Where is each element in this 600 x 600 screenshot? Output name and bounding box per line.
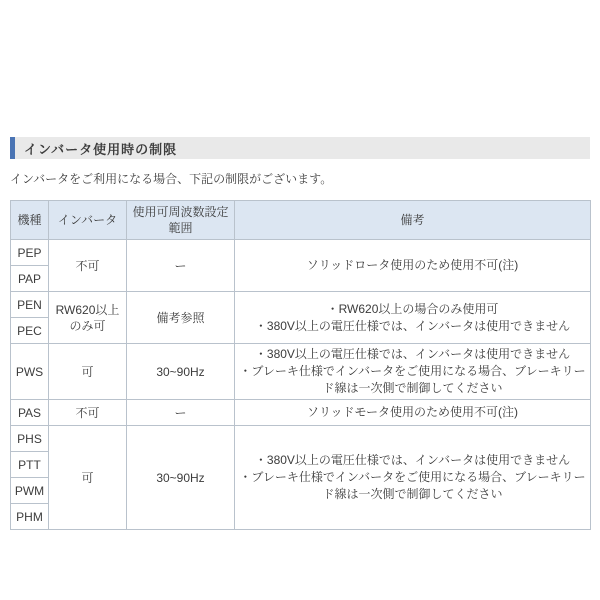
remark-line: ソリッドモータ使用のため使用不可(注) xyxy=(306,405,519,419)
table-row xyxy=(11,240,591,266)
content-area xyxy=(10,137,590,530)
model-cell: PAP xyxy=(11,266,49,292)
table-row xyxy=(11,344,591,400)
remark-line: ・ブレーキ仕様でインバータをご使用になる場合、ブレーキリード線は一次側で制御してください xyxy=(239,364,586,395)
model-cell: PEC xyxy=(11,318,49,344)
remarks-cell xyxy=(235,400,591,426)
frequency-cell: 備考参照 xyxy=(127,292,235,344)
frequency-cell: 30~90Hz xyxy=(127,344,235,400)
remark-line: ・380V以上の電圧仕様では、インバータは使用できません xyxy=(254,318,571,333)
section-title-bar xyxy=(10,137,590,159)
inverter-cell: 不可 xyxy=(49,240,127,292)
header-frequency: 使用可周波数設定 範囲 xyxy=(127,201,235,240)
inverter-cell: 不可 xyxy=(49,400,127,426)
model-cell: PTT xyxy=(11,452,49,478)
header-model: 機種 xyxy=(11,201,49,240)
frequency-cell: ー xyxy=(127,240,235,292)
model-cell: PHM xyxy=(11,504,49,530)
table-row xyxy=(11,400,591,426)
restriction-table xyxy=(10,200,591,530)
restriction-table-body xyxy=(11,240,591,530)
model-cell: PWS xyxy=(11,344,49,400)
inverter-cell: 可 xyxy=(49,426,127,530)
remarks-cell xyxy=(235,292,591,344)
table-header xyxy=(11,201,591,240)
remark-line: ・RW620以上の場合のみ使用可 xyxy=(326,301,499,316)
inverter-cell: RW620以上のみ可 xyxy=(49,292,127,344)
table-row xyxy=(11,292,591,318)
header-inverter: インバータ xyxy=(49,201,127,240)
remarks-cell xyxy=(235,344,591,400)
page-title: インバータ使用時の制限 xyxy=(24,141,178,157)
frequency-cell: ー xyxy=(127,400,235,426)
frequency-cell: 30~90Hz xyxy=(127,426,235,530)
remark-line: ソリッドロータ使用のため使用不可(注) xyxy=(306,258,519,272)
remark-line: ・380V以上の電圧仕様では、インバータは使用できません xyxy=(254,347,571,361)
model-cell: PHS xyxy=(11,426,49,452)
remarks-cell xyxy=(235,240,591,292)
table-header-row xyxy=(11,201,591,240)
model-cell: PEP xyxy=(11,240,49,266)
model-cell: PAS xyxy=(11,400,49,426)
remarks-cell xyxy=(235,426,591,530)
intro-text: インバータをご利用になる場合、下記の制限がございます。 xyxy=(10,172,333,186)
accent-bar-icon xyxy=(10,137,15,159)
table-row xyxy=(11,426,591,452)
remark-line: ・380V以上の電圧仕様では、インバータは使用できません xyxy=(254,453,571,467)
header-remarks: 備考 xyxy=(235,201,591,240)
remark-line: ・ブレーキ仕様でインバータをご使用になる場合、ブレーキリード線は一次側で制御してください xyxy=(239,470,586,501)
model-cell: PWM xyxy=(11,478,49,504)
model-cell: PEN xyxy=(11,292,49,318)
inverter-cell: 可 xyxy=(49,344,127,400)
